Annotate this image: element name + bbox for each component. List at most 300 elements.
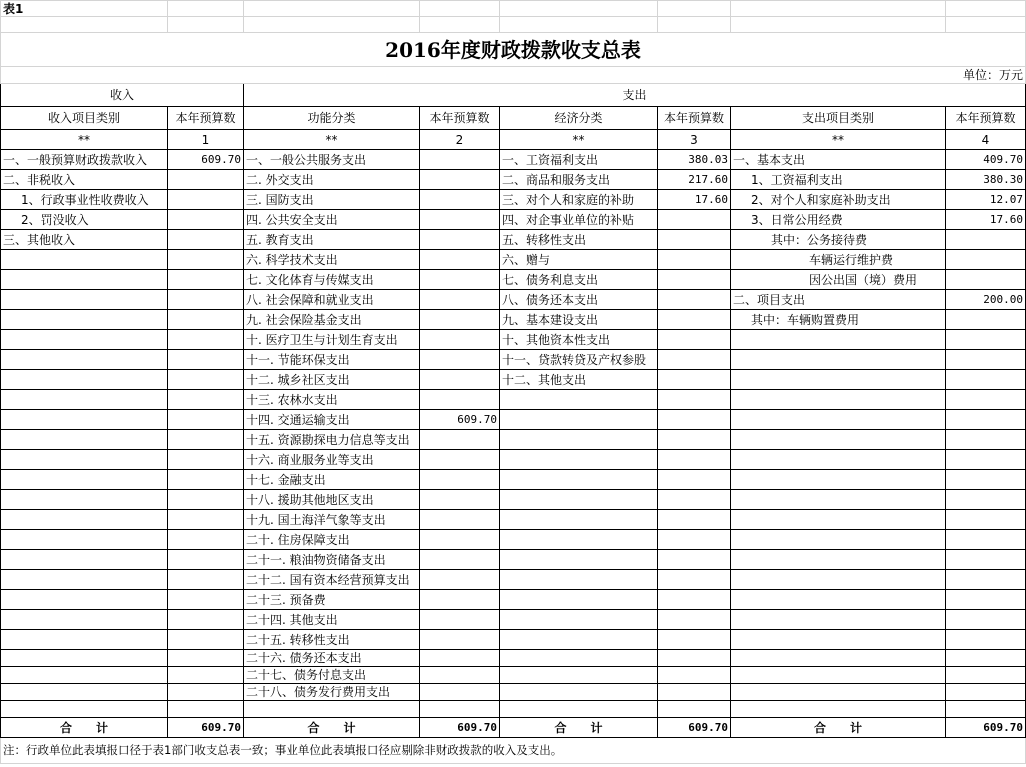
table-cell[interactable] bbox=[1, 490, 168, 510]
blank-row bbox=[1, 701, 1026, 718]
table-cell[interactable] bbox=[658, 330, 731, 350]
table-cell[interactable] bbox=[168, 650, 244, 667]
table-row bbox=[1, 590, 1026, 610]
column-header[interactable]: 收入项目类别 bbox=[1, 107, 168, 130]
table-cell[interactable] bbox=[500, 550, 658, 570]
table-cell[interactable]: 三、对个人和家庭的补助 bbox=[500, 190, 658, 210]
table-cell[interactable] bbox=[946, 370, 1026, 390]
index-cell[interactable]: 3 bbox=[658, 130, 731, 150]
index-cell[interactable]: ** bbox=[731, 130, 946, 150]
table-cell[interactable]: 十七. 金融支出 bbox=[244, 470, 420, 490]
table-cell[interactable] bbox=[1, 350, 168, 370]
table-cell[interactable] bbox=[420, 667, 500, 684]
table-cell[interactable] bbox=[500, 667, 658, 684]
table-cell[interactable] bbox=[500, 684, 658, 701]
table-cell[interactable] bbox=[658, 350, 731, 370]
table-cell[interactable] bbox=[420, 330, 500, 350]
table-row bbox=[1, 350, 1026, 370]
title-row bbox=[1, 33, 1026, 67]
table-cell[interactable]: 二十. 住房保障支出 bbox=[244, 530, 420, 550]
table-cell[interactable] bbox=[1, 630, 168, 650]
column-header[interactable]: 经济分类 bbox=[500, 107, 658, 130]
table-cell[interactable] bbox=[420, 350, 500, 370]
table-cell[interactable] bbox=[946, 390, 1026, 410]
table-cell[interactable] bbox=[420, 510, 500, 530]
total-label[interactable]: 合 计 bbox=[244, 718, 420, 738]
table-cell[interactable]: 三. 国防支出 bbox=[244, 190, 420, 210]
table-cell[interactable]: 十八. 援助其他地区支出 bbox=[244, 490, 420, 510]
table-cell[interactable] bbox=[946, 630, 1026, 650]
table-cell[interactable] bbox=[946, 667, 1026, 684]
table-cell[interactable] bbox=[1, 390, 168, 410]
table-cell[interactable] bbox=[500, 701, 658, 718]
table-cell[interactable] bbox=[658, 230, 731, 250]
table-cell[interactable] bbox=[731, 701, 946, 718]
table-cell[interactable]: 609.70 bbox=[420, 410, 500, 430]
column-header[interactable]: 本年预算数 bbox=[168, 107, 244, 130]
table-cell[interactable]: 车辆运行维护费 bbox=[731, 250, 946, 270]
table-cell[interactable] bbox=[500, 610, 658, 630]
table-cell[interactable] bbox=[168, 530, 244, 550]
table-cell[interactable] bbox=[731, 510, 946, 530]
table-cell[interactable]: 217.60 bbox=[658, 170, 731, 190]
table-row bbox=[1, 610, 1026, 630]
column-header[interactable]: 功能分类 bbox=[244, 107, 420, 130]
table-cell[interactable] bbox=[168, 630, 244, 650]
table-cell[interactable] bbox=[500, 490, 658, 510]
table-cell[interactable] bbox=[1, 370, 168, 390]
table-cell[interactable]: 九. 社会保险基金支出 bbox=[244, 310, 420, 330]
table-cell[interactable]: 二十六. 债务还本支出 bbox=[244, 650, 420, 667]
table-cell[interactable] bbox=[420, 310, 500, 330]
table-cell[interactable] bbox=[731, 390, 946, 410]
table-cell[interactable] bbox=[168, 270, 244, 290]
unit-row bbox=[1, 67, 1026, 84]
table-cell[interactable] bbox=[658, 550, 731, 570]
total-label[interactable]: 合 计 bbox=[500, 718, 658, 738]
table-cell[interactable] bbox=[420, 630, 500, 650]
table-cell[interactable] bbox=[168, 350, 244, 370]
table-row bbox=[1, 290, 1026, 310]
table-cell[interactable] bbox=[168, 250, 244, 270]
table-cell[interactable] bbox=[168, 210, 244, 230]
table-cell[interactable] bbox=[1, 610, 168, 630]
table-row bbox=[1, 450, 1026, 470]
table-cell[interactable]: 九、基本建设支出 bbox=[500, 310, 658, 330]
table-cell[interactable] bbox=[658, 270, 731, 290]
table-cell[interactable] bbox=[420, 450, 500, 470]
table-cell[interactable] bbox=[168, 701, 244, 718]
table-cell[interactable] bbox=[731, 370, 946, 390]
table-cell[interactable]: 二十一. 粮油物资储备支出 bbox=[244, 550, 420, 570]
table-cell[interactable]: 十二. 城乡社区支出 bbox=[244, 370, 420, 390]
index-cell[interactable]: ** bbox=[1, 130, 168, 150]
table-cell[interactable]: 十五. 资源勘探电力信息等支出 bbox=[244, 430, 420, 450]
table-cell[interactable]: 十三. 农林水支出 bbox=[244, 390, 420, 410]
table-cell[interactable] bbox=[658, 410, 731, 430]
table-cell[interactable] bbox=[168, 430, 244, 450]
total-label[interactable]: 合 计 bbox=[731, 718, 946, 738]
table-cell[interactable] bbox=[658, 701, 731, 718]
column-header[interactable]: 本年预算数 bbox=[420, 107, 500, 130]
table-cell[interactable] bbox=[946, 350, 1026, 370]
table-row bbox=[1, 150, 1026, 170]
table-cell[interactable] bbox=[168, 450, 244, 470]
column-header-row bbox=[1, 107, 1026, 130]
total-row bbox=[1, 718, 1026, 738]
table-cell[interactable] bbox=[420, 701, 500, 718]
table-cell[interactable] bbox=[168, 667, 244, 684]
table-cell[interactable] bbox=[731, 530, 946, 550]
table-cell[interactable] bbox=[168, 330, 244, 350]
table-cell[interactable] bbox=[420, 430, 500, 450]
table-row bbox=[1, 390, 1026, 410]
table-cell[interactable] bbox=[658, 667, 731, 684]
table-cell[interactable]: 200.00 bbox=[946, 290, 1026, 310]
table-cell[interactable]: 3、日常公用经费 bbox=[731, 210, 946, 230]
table-cell[interactable] bbox=[658, 610, 731, 630]
table-cell[interactable]: 二十四. 其他支出 bbox=[244, 610, 420, 630]
table-cell[interactable]: 十六. 商业服务业等支出 bbox=[244, 450, 420, 470]
table-cell[interactable]: 二、非税收入 bbox=[1, 170, 168, 190]
index-cell[interactable]: ** bbox=[500, 130, 658, 150]
column-header[interactable]: 支出项目类别 bbox=[731, 107, 946, 130]
table-cell[interactable] bbox=[1, 590, 168, 610]
table-cell[interactable]: 八、债务还本支出 bbox=[500, 290, 658, 310]
table-cell[interactable] bbox=[1, 270, 168, 290]
table-cell[interactable] bbox=[168, 570, 244, 590]
table-cell[interactable] bbox=[946, 550, 1026, 570]
table-cell[interactable] bbox=[168, 390, 244, 410]
table-cell[interactable]: 六. 科学技术支出 bbox=[244, 250, 420, 270]
table-cell[interactable] bbox=[420, 150, 500, 170]
table-cell[interactable] bbox=[731, 450, 946, 470]
table-cell[interactable]: 二十五. 转移性支出 bbox=[244, 630, 420, 650]
table-cell[interactable] bbox=[946, 490, 1026, 510]
sheet-label-row bbox=[1, 1, 1026, 17]
table-cell[interactable] bbox=[658, 510, 731, 530]
table-cell[interactable] bbox=[1, 530, 168, 550]
index-cell[interactable]: 2 bbox=[420, 130, 500, 150]
table-row bbox=[1, 250, 1026, 270]
table-cell[interactable] bbox=[168, 610, 244, 630]
table-cell[interactable] bbox=[500, 410, 658, 430]
table-cell[interactable] bbox=[731, 550, 946, 570]
table-cell[interactable]: 五. 教育支出 bbox=[244, 230, 420, 250]
table-cell[interactable]: 其中：公务接待费 bbox=[731, 230, 946, 250]
table-cell[interactable]: 二十二. 国有资本经营预算支出 bbox=[244, 570, 420, 590]
table-cell[interactable] bbox=[731, 684, 946, 701]
table-cell[interactable] bbox=[1, 250, 168, 270]
expense-group-header[interactable]: 支出 bbox=[244, 84, 1026, 107]
table-row bbox=[1, 684, 1026, 701]
table-cell[interactable] bbox=[731, 410, 946, 430]
table-cell[interactable] bbox=[658, 490, 731, 510]
table-cell[interactable] bbox=[420, 250, 500, 270]
table-cell[interactable] bbox=[946, 230, 1026, 250]
table-cell[interactable]: 2、对个人和家庭补助支出 bbox=[731, 190, 946, 210]
table-cell[interactable] bbox=[946, 470, 1026, 490]
table-cell[interactable] bbox=[946, 430, 1026, 450]
table-cell[interactable] bbox=[168, 310, 244, 330]
table-cell[interactable] bbox=[168, 590, 244, 610]
table-cell[interactable] bbox=[168, 490, 244, 510]
table-cell[interactable] bbox=[658, 590, 731, 610]
table-cell[interactable] bbox=[1, 570, 168, 590]
table-cell[interactable]: 其中：车辆购置费用 bbox=[731, 310, 946, 330]
table-cell[interactable] bbox=[500, 390, 658, 410]
table-cell[interactable] bbox=[731, 667, 946, 684]
table-cell[interactable] bbox=[946, 310, 1026, 330]
table-cell[interactable]: 409.70 bbox=[946, 150, 1026, 170]
table-cell[interactable]: 三、其他收入 bbox=[1, 230, 168, 250]
table-cell[interactable]: 1、工资福利支出 bbox=[731, 170, 946, 190]
table-cell[interactable] bbox=[168, 470, 244, 490]
table-cell[interactable]: 17.60 bbox=[946, 210, 1026, 230]
table-cell[interactable] bbox=[168, 170, 244, 190]
table-cell[interactable] bbox=[168, 684, 244, 701]
table-cell[interactable] bbox=[420, 230, 500, 250]
table-cell[interactable] bbox=[658, 450, 731, 470]
table-cell[interactable] bbox=[658, 390, 731, 410]
table-cell[interactable]: 十九. 国土海洋气象等支出 bbox=[244, 510, 420, 530]
unit-label[interactable]: 单位：万元 bbox=[1, 67, 1026, 84]
table-cell[interactable] bbox=[420, 570, 500, 590]
table-cell[interactable]: 二、商品和服务支出 bbox=[500, 170, 658, 190]
table-cell[interactable] bbox=[1, 470, 168, 490]
table-cell[interactable] bbox=[500, 530, 658, 550]
table-cell[interactable] bbox=[946, 450, 1026, 470]
table-cell[interactable] bbox=[946, 610, 1026, 630]
table-cell[interactable]: 六、赠与 bbox=[500, 250, 658, 270]
index-cell[interactable]: ** bbox=[244, 130, 420, 150]
table-row bbox=[1, 410, 1026, 430]
table-cell[interactable]: 380.03 bbox=[658, 150, 731, 170]
table-cell[interactable] bbox=[500, 570, 658, 590]
table-cell[interactable] bbox=[946, 684, 1026, 701]
table-row bbox=[1, 230, 1026, 250]
table-row bbox=[1, 470, 1026, 490]
table-cell[interactable] bbox=[168, 230, 244, 250]
table-row bbox=[1, 190, 1026, 210]
table-row bbox=[1, 170, 1026, 190]
column-header[interactable]: 本年预算数 bbox=[946, 107, 1026, 130]
table-cell[interactable] bbox=[658, 210, 731, 230]
table-cell[interactable]: 二十七、债务付息支出 bbox=[244, 667, 420, 684]
table-cell[interactable] bbox=[1, 410, 168, 430]
table-cell[interactable] bbox=[658, 470, 731, 490]
table-cell[interactable] bbox=[1, 667, 168, 684]
table-cell[interactable]: 二、项目支出 bbox=[731, 290, 946, 310]
page-title[interactable]: 2016年度财政拨款收支总表 bbox=[1, 33, 1026, 67]
table-row bbox=[1, 510, 1026, 530]
table-row bbox=[1, 210, 1026, 230]
table-cell[interactable] bbox=[658, 310, 731, 330]
table-cell[interactable] bbox=[420, 190, 500, 210]
table-cell[interactable] bbox=[1, 650, 168, 667]
table-cell[interactable]: 二十八、债务发行费用支出 bbox=[244, 684, 420, 701]
table-cell[interactable] bbox=[1, 330, 168, 350]
table-cell[interactable]: 二. 外交支出 bbox=[244, 170, 420, 190]
index-cell[interactable]: 1 bbox=[168, 130, 244, 150]
table-cell[interactable] bbox=[658, 630, 731, 650]
table-cell[interactable]: 十二、其他支出 bbox=[500, 370, 658, 390]
table-row bbox=[1, 490, 1026, 510]
table-cell[interactable] bbox=[1, 290, 168, 310]
table-cell[interactable] bbox=[420, 210, 500, 230]
total-label[interactable]: 合 计 bbox=[1, 718, 168, 738]
table-cell[interactable] bbox=[500, 450, 658, 470]
table-cell[interactable]: 12.07 bbox=[946, 190, 1026, 210]
group-header-row bbox=[1, 84, 1026, 107]
table-cell[interactable] bbox=[658, 650, 731, 667]
table-cell[interactable]: 380.30 bbox=[946, 170, 1026, 190]
table-row bbox=[1, 370, 1026, 390]
table-row bbox=[1, 550, 1026, 570]
table-cell[interactable]: 一、工资福利支出 bbox=[500, 150, 658, 170]
table-cell[interactable] bbox=[946, 530, 1026, 550]
table-cell[interactable] bbox=[658, 530, 731, 550]
table-cell[interactable] bbox=[500, 430, 658, 450]
table-cell[interactable] bbox=[420, 270, 500, 290]
income-group-header[interactable]: 收入 bbox=[1, 84, 244, 107]
total-value[interactable]: 609.70 bbox=[658, 718, 731, 738]
table-cell[interactable] bbox=[658, 250, 731, 270]
table-cell[interactable] bbox=[500, 470, 658, 490]
table-cell[interactable] bbox=[420, 470, 500, 490]
table-cell[interactable]: 一、一般公共服务支出 bbox=[244, 150, 420, 170]
table-cell[interactable]: 八. 社会保障和就业支出 bbox=[244, 290, 420, 310]
note-row bbox=[1, 738, 1026, 764]
table-cell[interactable]: 十四. 交通运输支出 bbox=[244, 410, 420, 430]
table-cell[interactable] bbox=[946, 570, 1026, 590]
table-cell[interactable] bbox=[946, 510, 1026, 530]
table-cell[interactable] bbox=[946, 650, 1026, 667]
table-row bbox=[1, 330, 1026, 350]
table-cell[interactable] bbox=[1, 450, 168, 470]
table-row bbox=[1, 530, 1026, 550]
table-cell[interactable] bbox=[658, 370, 731, 390]
table-cell[interactable] bbox=[420, 530, 500, 550]
table-cell[interactable] bbox=[420, 590, 500, 610]
table-cell[interactable] bbox=[420, 170, 500, 190]
table-cell[interactable] bbox=[731, 630, 946, 650]
table-cell[interactable]: 609.70 bbox=[168, 150, 244, 170]
table-cell[interactable] bbox=[731, 430, 946, 450]
table-cell[interactable]: 1、行政事业性收费收入 bbox=[1, 190, 168, 210]
table-cell[interactable] bbox=[500, 630, 658, 650]
table-row bbox=[1, 650, 1026, 667]
table-cell[interactable] bbox=[731, 330, 946, 350]
table-cell[interactable] bbox=[946, 590, 1026, 610]
table-cell[interactable] bbox=[731, 650, 946, 667]
total-value[interactable]: 609.70 bbox=[420, 718, 500, 738]
table-cell[interactable] bbox=[500, 590, 658, 610]
table-row bbox=[1, 570, 1026, 590]
column-header[interactable]: 本年预算数 bbox=[658, 107, 731, 130]
index-cell[interactable]: 4 bbox=[946, 130, 1026, 150]
table-cell[interactable] bbox=[420, 290, 500, 310]
table-cell[interactable] bbox=[1, 550, 168, 570]
table-cell[interactable]: 十. 医疗卫生与计划生育支出 bbox=[244, 330, 420, 350]
table-cell[interactable]: 一、一般预算财政拨款收入 bbox=[1, 150, 168, 170]
spacer-row bbox=[1, 17, 1026, 33]
table-cell[interactable] bbox=[946, 410, 1026, 430]
table-cell[interactable] bbox=[1, 430, 168, 450]
total-value[interactable]: 609.70 bbox=[946, 718, 1026, 738]
table-cell[interactable]: 四. 公共安全支出 bbox=[244, 210, 420, 230]
table-cell[interactable]: 七、债务利息支出 bbox=[500, 270, 658, 290]
table-cell[interactable]: 一、基本支出 bbox=[731, 150, 946, 170]
table-cell[interactable] bbox=[946, 270, 1026, 290]
table-cell[interactable] bbox=[168, 550, 244, 570]
table-cell[interactable] bbox=[1, 310, 168, 330]
table-cell[interactable]: 2、罚没收入 bbox=[1, 210, 168, 230]
table-cell[interactable]: 十一. 节能环保支出 bbox=[244, 350, 420, 370]
table-row bbox=[1, 630, 1026, 650]
table-row bbox=[1, 270, 1026, 290]
table-cell[interactable] bbox=[500, 650, 658, 667]
table-cell[interactable]: 17.60 bbox=[658, 190, 731, 210]
table-cell[interactable] bbox=[420, 650, 500, 667]
index-row bbox=[1, 130, 1026, 150]
table-cell[interactable] bbox=[168, 370, 244, 390]
table-row bbox=[1, 430, 1026, 450]
table-cell[interactable] bbox=[658, 570, 731, 590]
table-cell[interactable]: 十、其他资本性支出 bbox=[500, 330, 658, 350]
table-cell[interactable]: 四、对企事业单位的补贴 bbox=[500, 210, 658, 230]
table-cell[interactable] bbox=[731, 610, 946, 630]
table-row bbox=[1, 310, 1026, 330]
table-cell[interactable] bbox=[946, 250, 1026, 270]
table-cell[interactable] bbox=[168, 290, 244, 310]
table-cell[interactable]: 十一、贷款转贷及产权参股 bbox=[500, 350, 658, 370]
table-cell[interactable] bbox=[420, 490, 500, 510]
table-cell[interactable]: 因公出国（境）费用 bbox=[731, 270, 946, 290]
table-cell[interactable] bbox=[500, 510, 658, 530]
table-cell[interactable]: 二十三. 预备费 bbox=[244, 590, 420, 610]
table-cell[interactable] bbox=[731, 590, 946, 610]
table-cell[interactable] bbox=[731, 350, 946, 370]
table-cell[interactable] bbox=[168, 410, 244, 430]
table-cell[interactable] bbox=[731, 570, 946, 590]
table-cell[interactable] bbox=[946, 701, 1026, 718]
table-cell[interactable] bbox=[420, 684, 500, 701]
table-cell[interactable] bbox=[168, 510, 244, 530]
table-cell[interactable] bbox=[420, 550, 500, 570]
table-cell[interactable]: 五、转移性支出 bbox=[500, 230, 658, 250]
table-cell[interactable] bbox=[1, 701, 168, 718]
table-cell[interactable]: 七. 文化体育与传媒支出 bbox=[244, 270, 420, 290]
sheet-label[interactable]: 表1 bbox=[1, 1, 168, 17]
table-cell[interactable] bbox=[658, 684, 731, 701]
table-cell[interactable] bbox=[1, 684, 168, 701]
table-cell[interactable] bbox=[420, 370, 500, 390]
table-cell[interactable] bbox=[244, 701, 420, 718]
total-value[interactable]: 609.70 bbox=[168, 718, 244, 738]
table-cell[interactable] bbox=[1, 510, 168, 530]
table-cell[interactable] bbox=[731, 470, 946, 490]
table-cell[interactable] bbox=[946, 330, 1026, 350]
table-cell[interactable] bbox=[420, 610, 500, 630]
footnote[interactable]: 注：行政单位此表填报口径于表1部门收支总表一致；事业单位此表填报口径应剔除非财政拨款的收入及支出。 bbox=[1, 738, 1026, 764]
table-cell[interactable] bbox=[168, 190, 244, 210]
table-cell[interactable] bbox=[658, 290, 731, 310]
table-cell[interactable] bbox=[420, 390, 500, 410]
table-cell[interactable] bbox=[731, 490, 946, 510]
table-row bbox=[1, 667, 1026, 684]
table-cell[interactable] bbox=[658, 430, 731, 450]
